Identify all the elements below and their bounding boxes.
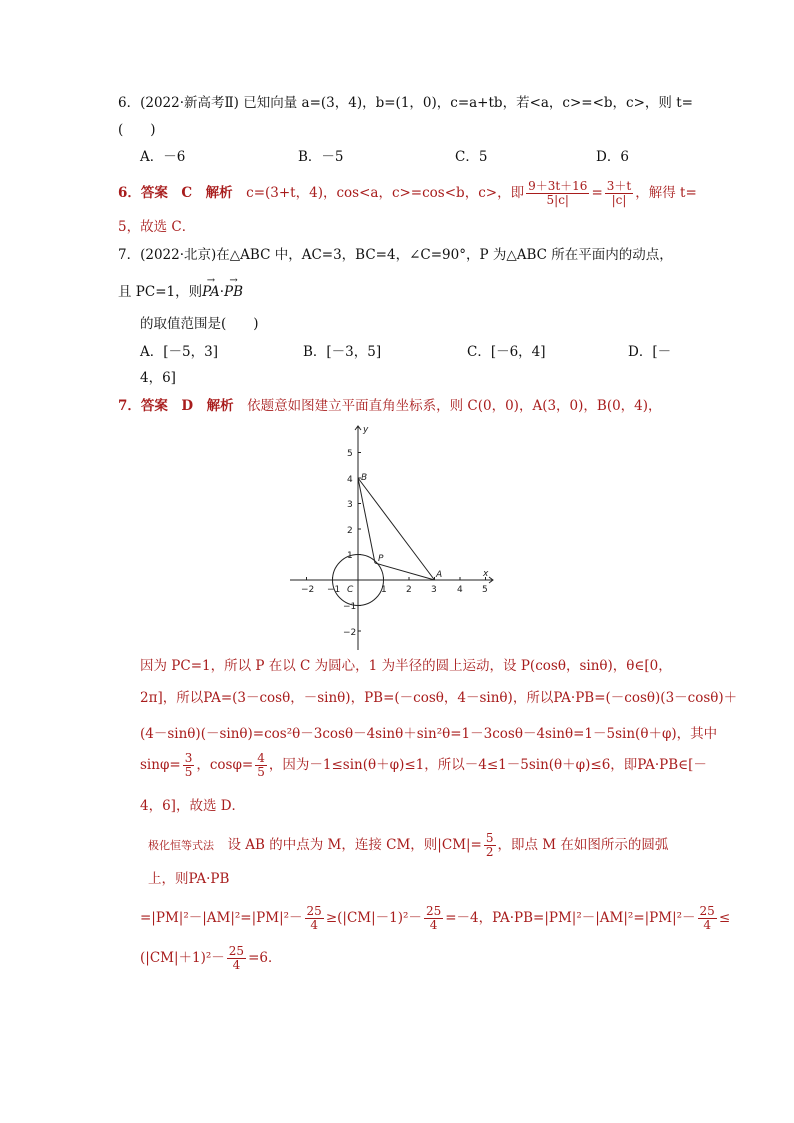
q7-answer-text: 依题意如图建立平面直角坐标系，则 C(0，0)，A(3，0)，B(0，4)，	[247, 398, 662, 414]
quarter-num: 25	[228, 944, 245, 958]
cm-num: 5	[485, 831, 494, 845]
q6-option-a: A．－6	[140, 149, 186, 165]
quarter-num: 25	[425, 904, 442, 918]
q6-answer-line1: 6．答案 C 解析 c=(3+t，4)，cos<a，c>=cos<b，c>，即 $\frac{9+3t+16}{5|c|}$ = $\frac{3+t}{|c|}$ ，解得 t=	[118, 179, 697, 207]
vector-pa: → PA	[202, 283, 220, 301]
quarter-den: 4	[232, 958, 241, 972]
solution-line5: 4，6]，故选 D．	[140, 798, 246, 814]
x-axis-label: x	[483, 569, 489, 579]
x-tick-label: 2	[406, 585, 412, 595]
polarization-method-heading: 极化恒等式法	[148, 839, 214, 852]
q7-stem-line2-text: 且 PC=1，则	[118, 284, 203, 300]
cos-phi-den: 5	[257, 765, 265, 779]
quarter-fraction	[424, 905, 443, 932]
y-tick-label: 2	[347, 526, 353, 536]
q7-option-b: B．[－3，5]	[303, 344, 382, 360]
polarization-line1-tail: ，即点 M 在如图所示的圆弧	[497, 837, 669, 853]
q6-answer-tail: ，解得 t=	[635, 185, 697, 201]
quarter-fraction	[698, 905, 717, 932]
y-axis-label: y	[363, 425, 369, 435]
y-tick-label: 4	[347, 475, 353, 485]
quarter-fraction	[227, 945, 246, 972]
solution-line4-tail: ，因为－1≤sin(θ＋φ)≤1，所以－4≤1－5sin(θ＋φ)≤6，即PA·PB∈[－	[268, 757, 707, 773]
cos-phi-num: 4	[257, 751, 265, 765]
quarter-num: 25	[699, 904, 715, 918]
solution-line3: (4－sinθ)(－sinθ)=cos²θ－3cosθ－4sinθ＋sin²θ=1－3cosθ－4sinθ=1－5sin(θ＋φ)，其中	[140, 726, 718, 742]
q7-answer-head: 7．答案 D 解析	[118, 398, 248, 414]
polarization-line3-a: =|PM|²－|AM|²=|PM|²－	[140, 910, 303, 926]
q6-option-c: C．5	[455, 149, 488, 165]
coordinate-figure	[285, 420, 500, 652]
q6-fraction-2	[605, 180, 633, 207]
q7-answer-line1	[118, 397, 662, 415]
q7-stem-line1: 7．(2022·北京)在△ABC 中，AC=3，BC=4，∠C=90°，P 为△ABC 所在平面内的动点，	[118, 247, 673, 263]
polarization-line1	[148, 832, 668, 859]
sin-phi-fraction	[183, 752, 195, 779]
polarization-line3-c: =－4，PA·PB=|PM|²－|AM|²=|PM|²－	[445, 910, 696, 926]
polarization-line4-b: =6．	[248, 950, 282, 966]
polarization-line3-d: ≤	[718, 910, 731, 926]
quarter-den: 4	[429, 918, 438, 932]
sin-phi-num: 3	[184, 751, 193, 765]
x-tick-label: 4	[457, 585, 463, 595]
x-tick-label: 5	[482, 585, 488, 595]
q7-option-d: D．[－	[628, 344, 672, 360]
polarization-line4-a: (|CM|＋1)²－	[140, 950, 225, 966]
q6-option-b: B．－5	[298, 149, 344, 165]
sin-phi-den: 5	[184, 765, 193, 779]
polarization-line4	[140, 945, 281, 972]
vector-pb: → PB	[224, 283, 243, 301]
x-tick-label: 3	[431, 585, 437, 595]
q6-fraction-1	[526, 180, 589, 207]
cos-phi-label: ，cosφ=	[196, 757, 254, 773]
solution-line2: 2π]，所以PA=(3－cosθ，－sinθ)，PB=(－cosθ，4－sinθ)，所以PA·PB=(－cosθ)(3－cosθ)＋	[140, 690, 738, 706]
q6-fraction-1-num: 9＋3t＋16	[528, 179, 588, 193]
dot-operator: ·	[219, 284, 224, 300]
polarization-line3	[140, 905, 730, 932]
q7-option-a: A．[－5，3]	[140, 344, 218, 360]
quarter-den: 4	[703, 918, 711, 932]
polarization-line2: 上，则PA·PB	[148, 871, 230, 887]
point-label-a: A	[436, 570, 443, 580]
sin-phi-label: sinφ=	[140, 757, 181, 773]
point-label-c: C	[347, 585, 354, 595]
cm-fraction	[484, 832, 496, 859]
polarization-line3-b: ≥(|CM|－1)²－	[325, 910, 422, 926]
solution-line4	[140, 752, 707, 779]
y-tick-label: −2	[343, 628, 357, 638]
point-label-p: P	[378, 554, 384, 564]
q6-stem-line1: 6．(2022·新高考Ⅱ) 已知向量 a=(3，4)，b=(1，0)，c=a+tb，若<a，c>=<b，c>，则 t=	[118, 95, 693, 111]
q6-option-d: D．6	[596, 149, 629, 165]
segment-ab	[358, 478, 435, 580]
q6-stem-line2: ( )	[118, 122, 156, 138]
q6-answer-line2: 5，故选 C．	[118, 219, 196, 235]
q6-answer-text: c=(3+t，4)，cos<a，c>=cos<b，c>，即	[246, 185, 525, 201]
cos-phi-fraction	[255, 752, 267, 779]
solution-line1: 因为 PC=1，所以 P 在以 C 为圆心，1 为半径的圆上运动，设 P(cosθ，sinθ)，θ∈[0，	[140, 658, 672, 674]
polarization-line1-text: 设 AB 的中点为 M，连接 CM，则|CM|=	[214, 837, 482, 853]
cm-den: 2	[485, 845, 494, 859]
q6-answer-head: 6．答案 C 解析	[118, 185, 247, 201]
q6-fraction-1-den: 5|c|	[546, 193, 569, 207]
q7-option-d-wrap: 4，6]	[140, 370, 176, 386]
y-tick-label: 3	[347, 500, 353, 510]
q7-stem-line3: 的取值范围是( )	[140, 316, 259, 332]
y-tick-label: 5	[347, 449, 353, 459]
y-tick-label: −1	[343, 602, 357, 612]
quarter-den: 4	[310, 918, 318, 932]
segment-bp	[358, 478, 375, 563]
x-tick-label: −2	[301, 585, 315, 595]
x-tick-label: 1	[381, 585, 387, 595]
q6-fraction-2-den: |c|	[611, 193, 627, 207]
point-label-b: B	[361, 473, 368, 483]
q7-stem-line2	[118, 283, 243, 301]
quarter-num: 25	[306, 904, 322, 918]
q7-option-c: C．[－6，4]	[467, 344, 546, 360]
y-tick-label: 1	[347, 551, 353, 561]
quarter-fraction	[305, 905, 324, 932]
q6-fraction-2-num: 3＋t	[606, 179, 632, 193]
x-tick-label: −1	[327, 585, 341, 595]
